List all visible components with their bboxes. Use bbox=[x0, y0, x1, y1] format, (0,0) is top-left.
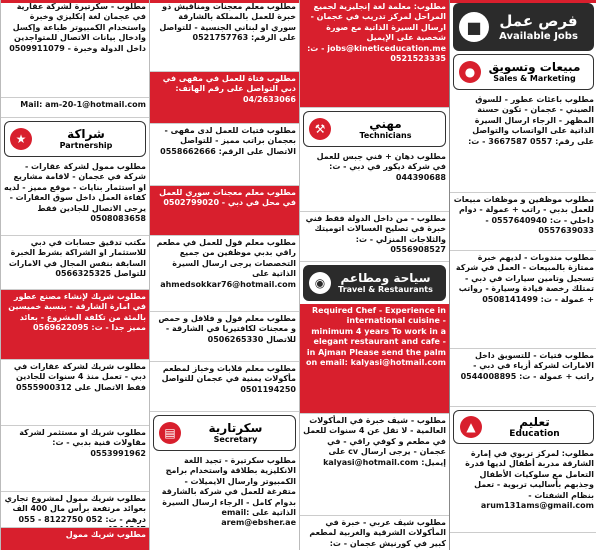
ad-item: مطلوب مندوبات - لديهم خبرة ممتازة بالمبيعات - العمل في شركة تسجيل وتامين سيارات في دبي - تمتلك رخصة قيادة وسيارة - رواتب + عمولة - ت: 0508141499 bbox=[450, 251, 596, 349]
plate-icon: ◉ bbox=[309, 272, 331, 294]
section-title-english: Secretary bbox=[213, 435, 258, 444]
ad-item: مطلوب معلم قلابات وخباز لمطعم مأكولات يمنية في عجمان للتواصل 0501194250 bbox=[150, 362, 299, 412]
column-center-left bbox=[149, 0, 299, 550]
ad-item: مطلوب - من داخل الدولة فقط فني خبرة في تصليح الغسالات اتوميتك والثلاجات المنزلي - ت: 0556908527 bbox=[300, 212, 449, 262]
graduation-cap-icon: ▲ bbox=[460, 416, 482, 438]
wrench-icon: ⚒ bbox=[309, 118, 331, 140]
section-title-english: Education bbox=[509, 428, 560, 439]
ad-item: مطلوب معلم فول للعمل في مطعم راقي بدبي موظفين من جميع التخصصات يرجى ارسال السيرة الذاتية على ahmedsokkar76@hotmail.com bbox=[150, 236, 299, 312]
section-travel-restaurants bbox=[303, 265, 446, 301]
ad-item: مطلوب معلم فول و فلافل و حمص و معجنات لكافتيريا في الشارقة - للاتصال 0506265330 bbox=[150, 312, 299, 362]
section-title-arabic: مهني bbox=[369, 117, 402, 131]
column-center-right bbox=[299, 0, 449, 550]
ad-item: Required Chef - Experience in international cuisine - minimum 4 years To work in a elegant restaurant and cafe - in Ajman Please send the palm on email: kalyasi@hotmail.com bbox=[300, 304, 449, 414]
section-title-arabic: مبيعات وتسويق bbox=[488, 60, 581, 74]
ad-item: مطلوب - سكرتيرة لشركة عقارية في عجمان لغة إنكليزي وخبرة واستخدام الكمبيوتر طباعة وإكسل وادخال بيانات الاتصال للمتواجدين داخل الدولة وخبرة - 0509911079 bbox=[1, 0, 149, 98]
ad-item: مطلوب فتيات - للتسويق داخل الامارات لشركة أزياء في دبي - راتب + عمولة - ت: 0544008895 bbox=[450, 349, 596, 407]
ad-item: مطلوب شريك لإنشاء مصنع عطور في امارة الشارقة - بنسبة خميسين بالمئة من تكلفة المشروع - بعائد مميز جدا - ت: 0569622095 bbox=[1, 290, 149, 360]
ad-item: مطلوب باعئات عطور - للسوق الصيني - عجمان - تكون حسنة المظهر - الرجاء ارسال السيرة الذاتية على الواتساب والتواصل على رقم: 0557 3667587 - ت: bbox=[450, 93, 596, 193]
section-education bbox=[453, 410, 594, 444]
section-sales-marketing bbox=[453, 54, 594, 90]
ad-item: مطلوب ممول لشركة عقارات - شركة في عجمان - لاقامة مشاريع او استثمار بنايات - موقع مميز - لديه كفاءة العمل داخل سوق العقارات - يرجى الاتصال للجادين فقط 0508083658 bbox=[1, 160, 149, 236]
ad-item: مطلوب: لمركز تربوي في إمارة الشارقة مدربة أطفال لديها قدرة التعامل مع سلوكيات الأطفال وجذبهم بأساليب تربوية - تعمل بنظام الشفتات - arum131ams@gmail.com bbox=[450, 447, 596, 533]
jobs-header-arabic: فرص عمل bbox=[499, 11, 578, 30]
ad-item: مطلوب: معلمة لغة إنجليزية لجميع المراحل لمركز تدريب في عجمان - ارسال السيرة الذاتية مع صورة شخصية على الإيميل jobs@kineticeducation.me - ت: 0521523335 bbox=[300, 0, 449, 108]
cart-icon: ● bbox=[459, 61, 481, 83]
ad-item: مطلوب شريك ممول لمشروع تجاري بعوائد مرتفعة برأس مال 400 الف درهم - ت: 052 8122750 - 055 bbox=[1, 492, 149, 528]
section-partnership bbox=[4, 121, 146, 157]
section-technicians bbox=[303, 111, 446, 147]
ad-item: مطلوب - شيف خبرة في المأكولات العالمية - لا تقل عن 4 سنوات للعمل في مطعم و كوفي راقي - في عجمان - يرجى ارسال cv على إيميل: kalyasi@hotmail.com bbox=[300, 414, 449, 516]
ad-item: مطلوب فتاة للعمل في مقهى في دبي التواصل على رقم الهاتف: 04/2633066 bbox=[150, 72, 299, 124]
jobs-header bbox=[453, 3, 594, 51]
ad-item: مطلوب معلم معجنات ومناقيش ذو خبرة للعمل بالمملكة بالشارقة سوري او لبناني الجنسية - للتواصل على الرقم: 0521757763 bbox=[150, 0, 299, 72]
jobs-header-english: Available Jobs bbox=[499, 30, 578, 42]
ad-item: مطلوب موظفين و موظفات مبيعات للعمل بدبي - راتب + عمولة - دوام داخلي - ت: 0557640940 - 0557639033 bbox=[450, 193, 596, 251]
ad-item: مطلوب شريك لشركة عقارات في دبي - تعمل منذ 4 سنوات للجادين فقط الاتصال على 0555900312 bbox=[1, 360, 149, 426]
ad-item: مكتب تدقيق حسابات في دبي للاستثمار او الشراكة بشرط الخبرة السابقة بنفس المجال في الامارات للتواصل 0566325325 bbox=[1, 236, 149, 290]
ad-item: مطلوب سكرتيرة - تجيد اللغة الانكليزية بطلاقة واستخدام برامج الكمبيوتر وارسال الايميلات - متفرغة للعمل في شركة بالشارقة بدوام كامل - الرجاء ارسال السيرة الذاتية على email: arem@ebsher.ae bbox=[150, 454, 299, 550]
section-title-arabic: سياحة ومطاعم bbox=[340, 271, 431, 285]
ad-item: مطلوب معلم معجنات سوري للعمل في محل في دبي - 0502799020 bbox=[150, 186, 299, 236]
section-title-english: Technicians bbox=[359, 131, 412, 140]
section-title-english: Partnership bbox=[59, 141, 113, 150]
ad-item: مطلوب فتيات للعمل لدى مقهى - بعجمان براتب مميز - للتواصل الاتصال على الرقم: 0558662666 bbox=[150, 124, 299, 186]
section-title-english: Travel & Restaurants bbox=[338, 285, 433, 294]
ad-item: مطلوب دهان + فني جبس للعمل في شركة ديكور في دبي - ت: 044390688 bbox=[300, 150, 449, 212]
handshake-icon: ★ bbox=[10, 128, 32, 150]
ad-item: مطلوب شيف عربي - خبرة في المأكولات الشرقية والغربية لمطعم كبير في كورنيش عجمان - ت: bbox=[300, 516, 449, 550]
section-title-arabic: سكرتارية bbox=[208, 421, 263, 435]
typewriter-icon: ▤ bbox=[159, 422, 181, 444]
section-secretary bbox=[153, 415, 296, 451]
section-title-arabic: تعليم bbox=[519, 414, 550, 429]
ad-item: مطلوب شريك ممول bbox=[1, 528, 149, 550]
column-right bbox=[449, 0, 596, 550]
ad-item: Mail: am-20-1@hotmail.com bbox=[1, 98, 149, 118]
section-title-english: Sales & Marketing bbox=[493, 74, 576, 83]
briefcase-icon: ■ bbox=[459, 12, 489, 42]
section-title-arabic: شراكة bbox=[67, 127, 105, 141]
ad-item: مطلوب شريك او مستثمر لشركة مقاولات فنية بدبي - ت: 0553991962 bbox=[1, 426, 149, 492]
column-left bbox=[0, 0, 149, 550]
